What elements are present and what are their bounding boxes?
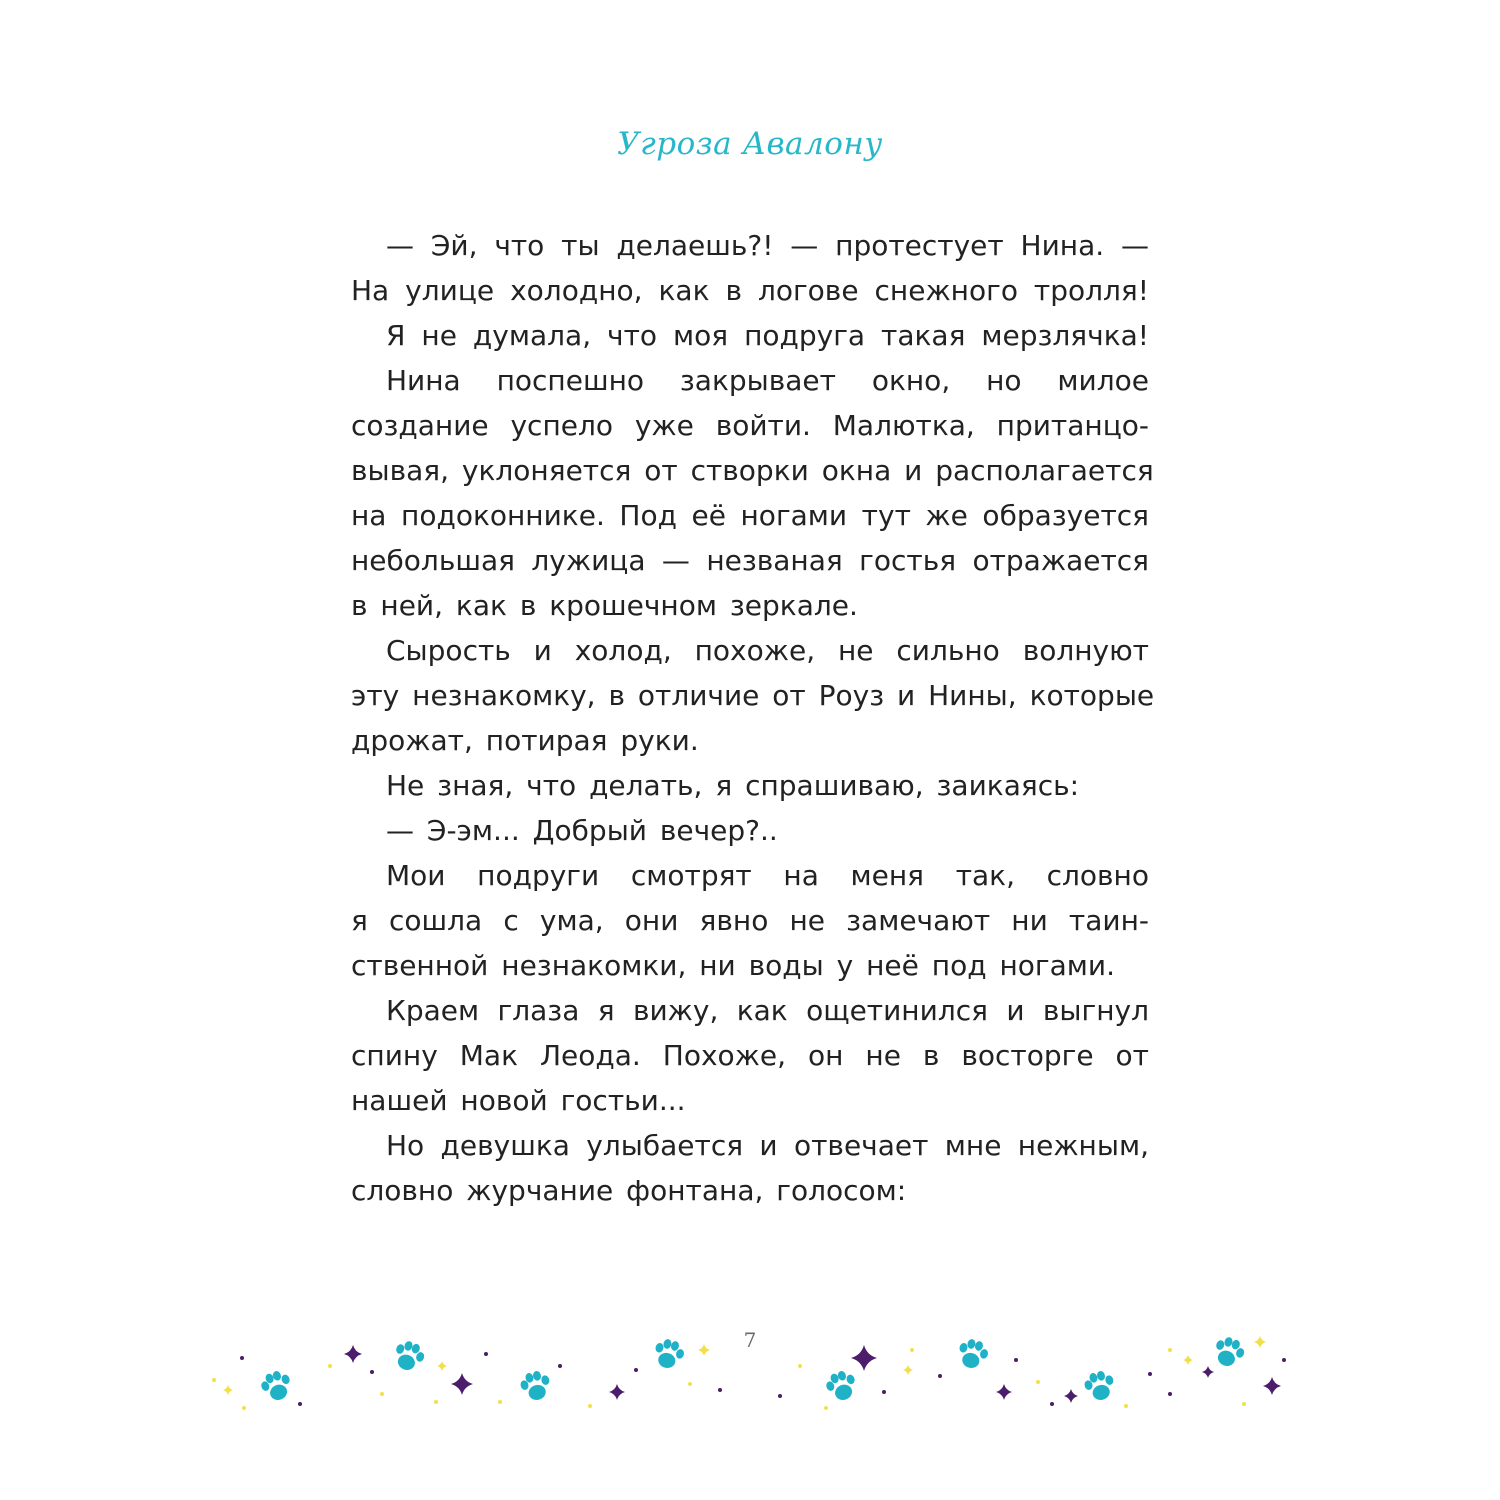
sparkle-star-icon (437, 1361, 447, 1371)
text-line: Сырость и холод, похоже, не сильно волнуют (386, 634, 1149, 667)
sparkle-star-icon (698, 1344, 710, 1356)
sparkle-star-icon (344, 1345, 362, 1363)
ornament-dot (798, 1364, 802, 1368)
text-line: Но девушка улыбается и отвечает мне нежным, (386, 1129, 1149, 1162)
ornament-dot (1242, 1402, 1246, 1406)
ornament-dot (588, 1404, 592, 1408)
sparkle-star-icon (1263, 1377, 1281, 1395)
text-line: ственной незнакомки, ни воды у неё под ногами. (351, 949, 1115, 982)
ornament-dot (242, 1406, 246, 1410)
sparkle-star-icon (223, 1385, 233, 1395)
ornament-dot (1036, 1380, 1040, 1384)
text-line: эту незнакомку, в отличие от Роуз и Нины, которые (351, 679, 1155, 712)
ornament-dot (484, 1352, 488, 1356)
ornament-dot (718, 1388, 722, 1392)
sparkle-star-icon (609, 1384, 625, 1400)
paw-print-icon (823, 1368, 860, 1405)
ornament-dot (1168, 1392, 1172, 1396)
text-line: Мои подруги смотрят на меня так, словно (386, 859, 1149, 892)
ornament-dot (298, 1402, 302, 1406)
text-line: я сошла с ума, они явно не замечают ни таин- (351, 904, 1149, 937)
ornament-dot (380, 1392, 384, 1396)
text-line: Я не думала, что моя подруга такая мерзлячка! (386, 319, 1149, 352)
running-title: Угроза Авалону (617, 126, 883, 162)
text-line: На улице холодно, как в логове снежного тролля! (351, 274, 1149, 307)
paw-print-icon (390, 1338, 427, 1375)
paw-print-icon (1082, 1368, 1118, 1403)
text-line: нашей новой гостьи... (351, 1084, 686, 1117)
text-line: создание успело уже войти. Малютка, пританцо- (351, 409, 1149, 442)
text-line: дрожат, потирая руки. (351, 724, 699, 757)
body-text (351, 223, 1155, 1213)
ornament-dot (688, 1382, 692, 1386)
ornament-dot (938, 1374, 942, 1378)
text-line: вывая, уклоняется от створки окна и располагается (351, 454, 1154, 487)
ornament-dot (558, 1364, 562, 1368)
sparkle-star-icon (903, 1365, 913, 1375)
ornament-dot (1014, 1358, 1018, 1362)
text-line: в ней, как в крошечном зеркале. (351, 589, 858, 622)
text-line: словно журчание фонтана, голосом: (351, 1174, 907, 1207)
footer-ornament (0, 1310, 1500, 1430)
ornament-dot (634, 1368, 638, 1372)
sparkle-star-icon (1064, 1389, 1078, 1403)
ornament-dot (1168, 1348, 1172, 1352)
ornament-dot (1282, 1358, 1286, 1362)
ornament-dot (882, 1390, 886, 1394)
paw-print-icon (518, 1368, 554, 1403)
ornament-dot (434, 1400, 438, 1404)
paw-print-icon (955, 1337, 991, 1372)
sparkle-star-icon (996, 1384, 1012, 1400)
ornament-dot (778, 1394, 782, 1398)
text-line: небольшая лужица — незваная гостья отражается (351, 544, 1149, 577)
sparkle-star-icon (1202, 1366, 1214, 1378)
paw-print-icon (258, 1368, 295, 1405)
text-line: — Эй, что ты делаешь?! — протестует Нина. — (386, 229, 1149, 262)
sparkle-star-icon (451, 1373, 473, 1395)
sparkle-star-icon (1183, 1355, 1193, 1365)
ornament-dot (824, 1406, 828, 1410)
text-line: Краем глаза я вижу, как ощетинился и выгнул (386, 994, 1149, 1027)
sparkle-star-icon (851, 1345, 877, 1371)
paw-print-icon (1210, 1334, 1247, 1371)
ornament-dot (328, 1364, 332, 1368)
ornament-dot (1148, 1372, 1152, 1376)
text-line: Не зная, что делать, я спрашиваю, заикаясь: (386, 769, 1080, 802)
ornament-dot (370, 1370, 374, 1374)
ornament-dot (498, 1400, 502, 1404)
text-line: спину Мак Леода. Похоже, он не в восторге от (351, 1039, 1149, 1072)
ornament-dot (910, 1348, 914, 1352)
ornament-dot (240, 1356, 244, 1360)
ornament-dot (1050, 1402, 1054, 1406)
sparkle-star-icon (1254, 1336, 1266, 1348)
paw-print-icon (651, 1337, 687, 1372)
ornament-dot (212, 1378, 216, 1382)
text-line: Нина поспешно закрывает окно, но милое (386, 364, 1149, 397)
ornament-dot (1124, 1404, 1128, 1408)
text-line: — Э-эм... Добрый вечер?.. (386, 814, 778, 847)
text-line: на подоконнике. Под её ногами тут же образуется (351, 499, 1149, 532)
page-number: 7 (743, 1328, 757, 1352)
